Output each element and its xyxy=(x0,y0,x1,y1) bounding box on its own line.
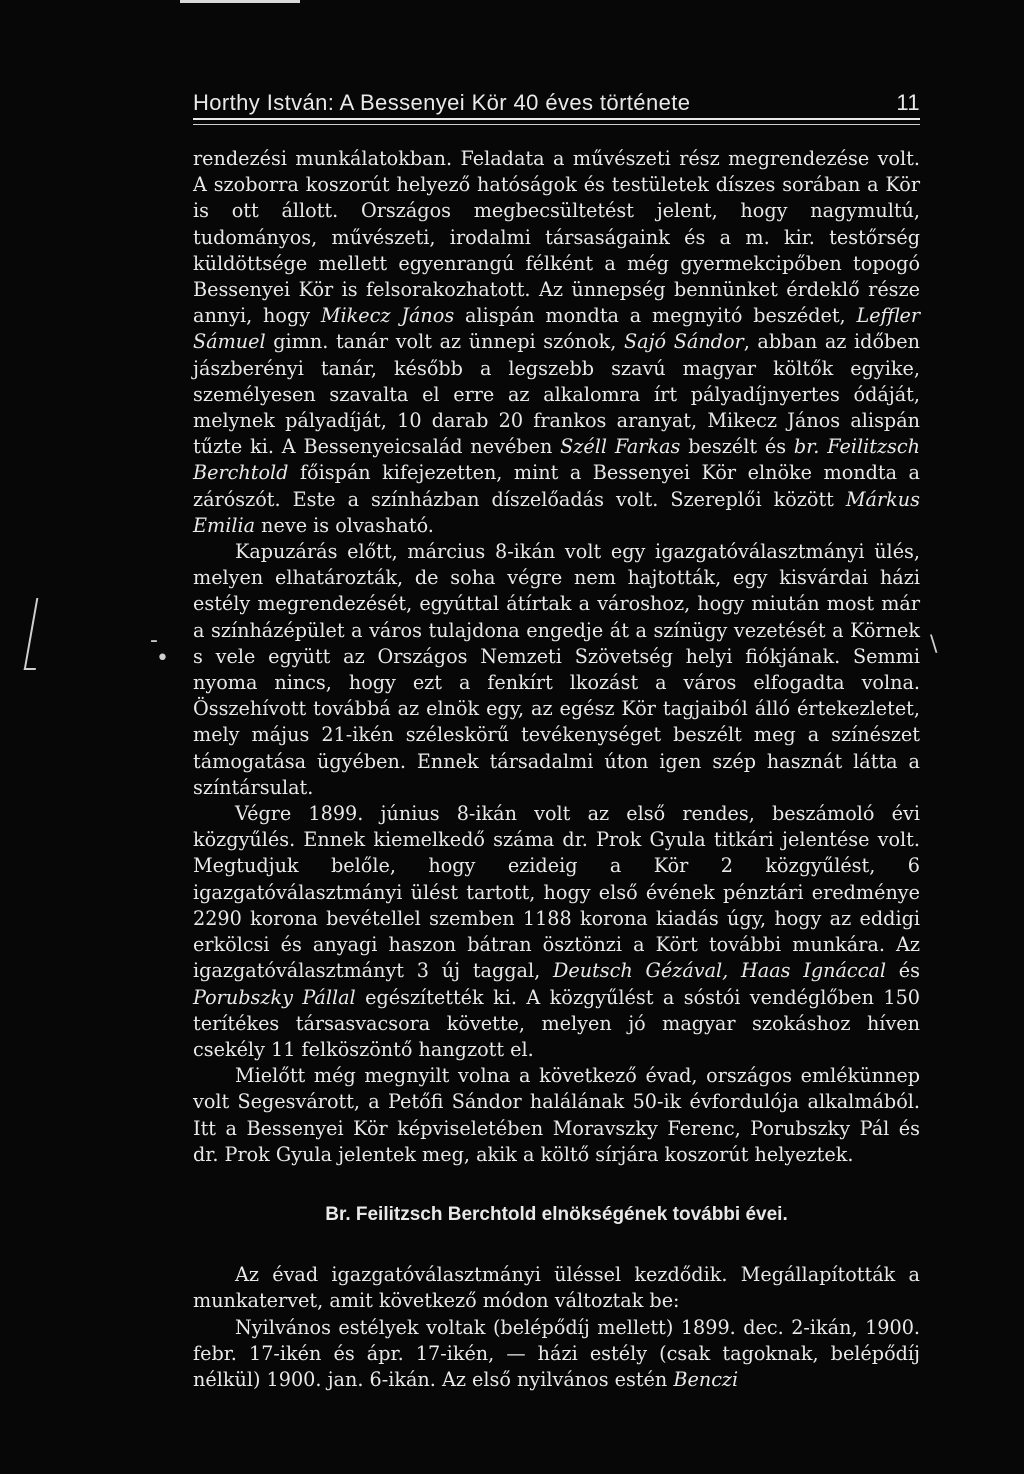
text-run: gimn. tanár volt az ünnepi szónok, xyxy=(265,330,625,354)
italic-name: br. Feilitzsch Berchtold xyxy=(193,435,921,485)
text-run: és xyxy=(886,959,920,983)
margin-mark-dot: • xyxy=(156,646,169,671)
text-run: egészítették ki. A közgyűlést a sóstói vendéglőben 150 terítékes társasvacsora követte, melyen jó magyar szokáshoz híven csekély 11 felköszöntő hangzott el. xyxy=(193,985,921,1061)
text-run: főispán kifejezetten, mint a Bessenyei Kör elnöke mondta a zárószót. Este a színházban díszelőadás volt. Szereplői között xyxy=(193,461,920,511)
paragraph xyxy=(193,801,920,1063)
running-head-title: Horthy István: A Bessenyei Kör 40 éves története xyxy=(193,90,691,115)
running-head xyxy=(193,90,920,120)
italic-name: Porubszky Pállal xyxy=(193,985,356,1009)
body-text xyxy=(193,146,920,1393)
text-run: alispán mondta a megnyitó beszédet, xyxy=(454,304,857,328)
paragraph xyxy=(193,1315,920,1394)
text-run: Mielőtt még megnyilt volna a következő évad, országos emlékünnep volt Segesvárott, a Petőfi Sándor halálának 50-ik évfordulója alkalmából. Itt a Bessenyei Kör képviseletében Moravszky Ferenc, Porubszky Pál és dr. Prok Gyula jelentek meg, akik a költő sírjára koszorút helyeztek. xyxy=(193,1064,920,1166)
text-run: Végre 1899. június 8-ikán volt az első rendes, beszámoló évi közgyűlés. Ennek kiemelkedő száma dr. Prok Gyula titkári jelentése volt. Megtudjuk belőle, hogy ezideig a Kör 2 közgyűlést, 6 igazgatóválasztmányi ülést tartott, hogy első évének pénztári eredménye 2290 korona bevétellel szemben 1188 korona kiadás úgy, hogy az eddigi erkölcsi és anyagi haszon bátran ösztönzi a Kört további munkára. Az igazgatóválasztmányt 3 új taggal, xyxy=(193,802,920,983)
text-run: Az évad igazgatóválasztmányi üléssel kezdődik. Megállapították a munkatervet, amit következő módon változtak be: xyxy=(193,1263,920,1313)
italic-name: Márkus Emilia xyxy=(193,487,920,537)
text-run: Nyilvános estélyek voltak (belépődíj mellett) 1899. dec. 2-ikán, 1900. febr. 17-ikén és ápr. 17-ikén, — házi estély (csak tagoknak, belépődíj nélkül) 1900. jan. 6-ikán. Az első nyilvános estén xyxy=(193,1315,920,1391)
italic-name: Benczi xyxy=(673,1367,739,1391)
text-run: Kapuzárás előtt, március 8-ikán volt egy igazgatóválasztmányi ülés, melyen elhatározták, de soha végre nem hajtották, egy kisvárdai házi estély megrendezését, egyúttal átírtak a városhoz, hogy miután most már a színházépület a város tulajdona engedje át a színügy vezetését a Körnek s vele együtt az Országos Nemzeti Szövetség helyi fiókjának. Semmi nyoma nincs, hogy ezt a fenkírt lkozást a város elfogadta volna. Összehívott továbbá az elnök egy, az egész Kör tagjaiból álló értekezletet, mely május 21-ikén széleskörű tevékenységet beszélt meg a színészet támogatása ügyében. Ennek társadalmi úton igen szép hasznát látta a színtársulat. xyxy=(193,540,920,799)
margin-bracket-mark xyxy=(24,598,49,670)
header-rule xyxy=(193,124,920,125)
italic-name: Leffler Sámuel xyxy=(193,304,920,354)
text-run: rendezési munkálatokban. Feladata a művészeti rész megrendezése volt. A szoborra koszorút helyező hatóságok és testületek díszes sorában a Kör is ott állott. Országos megbecsültetést jelent, hogy nagymultú, tudományos, művészeti, irodalmi társaságaink és a m. kir. testőrség küldöttsége mellett egyenrangú félként a még gyermekcipőben topogó Bessenyei Kör is felsorakozhatott. Az ünnepség bennünket érdeklő része annyi, hogy xyxy=(193,147,920,328)
italic-name: Sajó Sándor xyxy=(624,330,744,354)
text-run: neve is olvasható. xyxy=(255,513,434,537)
text-run: Br. Feilitzsch Berchtold elnökségének további évei. xyxy=(325,1203,788,1225)
top-edge-bar xyxy=(180,0,300,3)
margin-mark-slash: \ xyxy=(930,632,938,657)
margin-mark-dash: - xyxy=(150,628,158,653)
text-run: beszélt és xyxy=(680,435,794,459)
paragraph xyxy=(193,1063,920,1168)
italic-name: Széll Farkas xyxy=(560,435,681,459)
italic-name: Mikecz János xyxy=(320,304,455,328)
italic-name: Deutsch Gézával, Haas Ignáccal xyxy=(553,959,886,983)
paragraph xyxy=(193,146,920,539)
section-heading xyxy=(193,1202,920,1228)
page-number: 11 xyxy=(896,90,920,115)
paragraph xyxy=(193,539,920,801)
paragraph xyxy=(193,1262,920,1314)
text-run: , abban az időben jászberényi tanár, később a legszebb szavú magyar költők egyike, személyesen szavalta el erre az alkalomra írt pályadíjnyertes ódáját, melynek pályadíját, 10 darab 20 frankos aranyat, Mikecz János alispán tűzte ki. A Bessenyeicsalád nevében xyxy=(193,330,920,459)
